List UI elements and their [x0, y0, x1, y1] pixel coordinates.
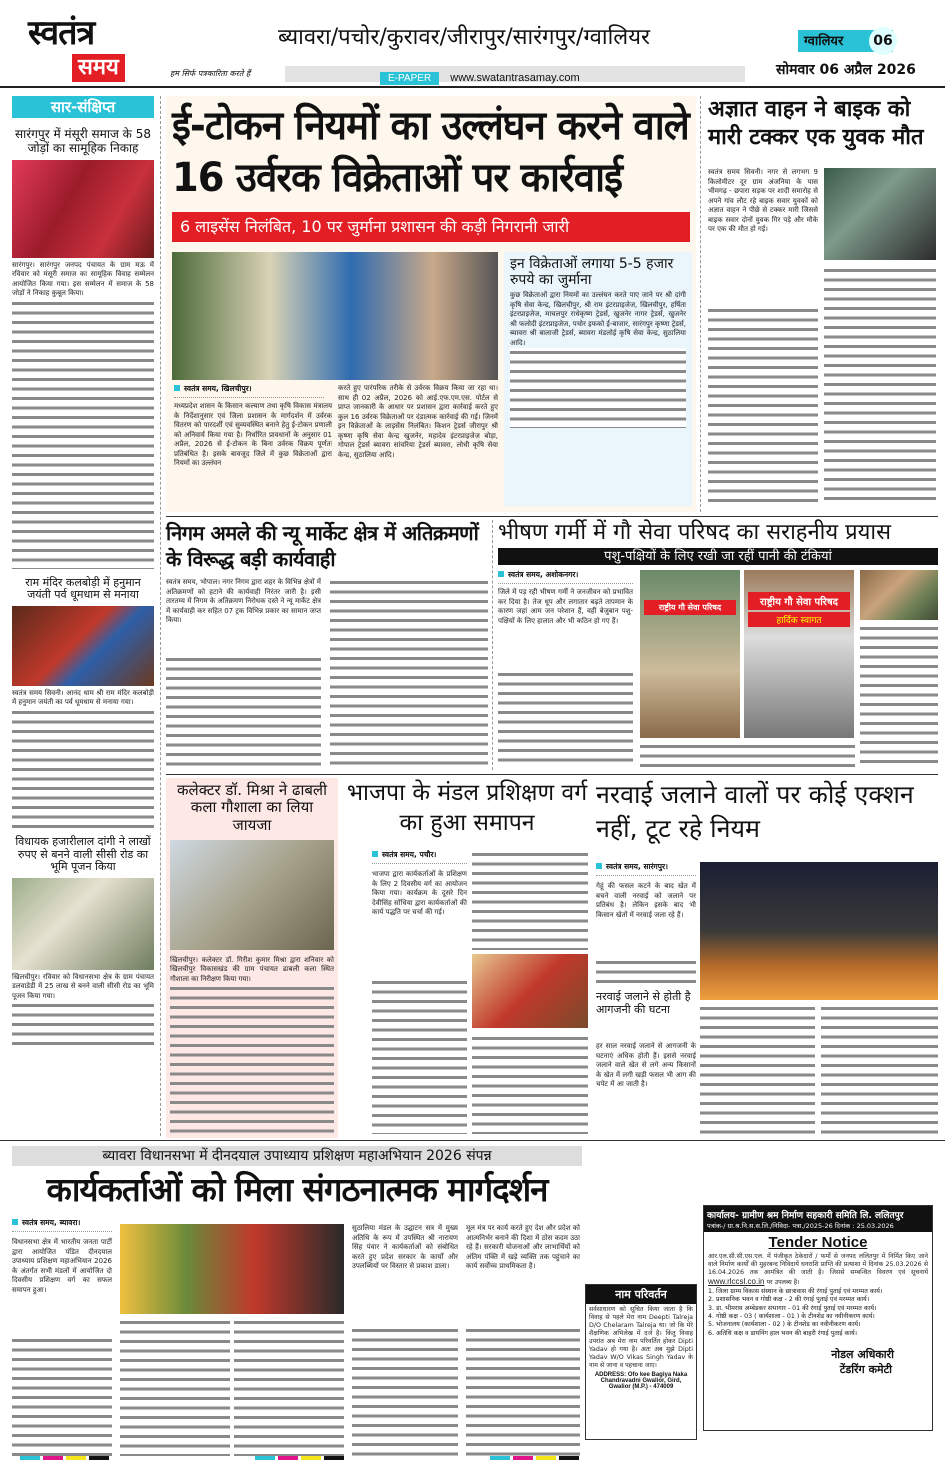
accident-photo — [824, 168, 936, 260]
gau-headline: भीषण गर्मी में गौ सेवा परिषद का सराहनीय प्रयास — [498, 520, 891, 545]
bjp-text: भाजपा द्वारा कार्यकर्ताओं के प्रशिक्षण के लिए 2 दिवसीय वर्ग का आयोजन किया गया। कार्यक्रम के दूसरे दिन देवीसिंह सोंधिया द्वारा कार्यकर्ताओं की कार्य पद्धति पर चर्चा की गई। — [372, 870, 467, 916]
tender-item: 3. डा. भीमराव अम्बेडकर सभागार - 01 की रंगाई पुताई एवं मरम्मत कार्य। — [708, 1304, 877, 1312]
page-number: 06 — [869, 27, 897, 55]
bjp-story — [344, 778, 590, 1138]
tender-item: 4. गोष्ठी कक्ष - 03 ( कार्यशाला - 01 ) के टीनशेड का नवीनीकरण कार्य। — [708, 1313, 875, 1321]
box-title: इन विक्रेताओं लगाया 5-5 हजार रुपये का जुर्माना — [510, 256, 674, 289]
byline: स्वतंत्र समय, अशोकनगर। — [498, 570, 633, 584]
byline: स्वतंत्र समय, ब्यावरा। — [12, 1218, 112, 1232]
tender-committee: टेंडरिंग कमेटी — [839, 1363, 892, 1377]
gaushala-photo — [170, 840, 334, 950]
lead-story — [166, 96, 696, 512]
bhoomi-pujan-photo — [12, 878, 154, 970]
tender-intro: आर.एल.सी.सी.एस.एल. में पंजीकृत ठेकेदारों / फर्मों से जनपद ललितपुर में निर्मित किए जाने वाले निर्माण कार्यों की मुहरबन्द निविदायें धनराशि प्राप्ति की प्रत्याशा में दिनांक 25.03.2026 से 16.04.2026 तक आमंत्रित की जाती है। जिससे सम्बन्धित विवरण एवं सूचनायें — [708, 1253, 928, 1277]
epaper-label: E-PAPER — [380, 72, 439, 85]
collector-headline: कलेक्टर डॉ. मिश्रा ने ढाबली कला गौशाला का लिया जायजा — [177, 781, 327, 834]
tender-reference: पत्रांक-/ ग्रा.श्र.नि.स.स.लि./निविदा- पत्रा./2025-26 दिनांक : 25.03.2026 — [707, 1222, 894, 1230]
tender-office — [704, 1206, 932, 1232]
fertilizer-photo — [172, 252, 498, 380]
bottom-story — [12, 1146, 582, 1462]
temple-photo — [12, 606, 154, 686]
narwai-subtitle: नरवाई जलाने से होती है आगजनी की घटना — [596, 990, 691, 1016]
banner-text: राष्ट्रीय गौ सेवा परिषद — [748, 592, 850, 610]
tender-item: 6. अतिथि कक्ष व डायनिंग हाल भवन की बाहरी रंगाई पुताई कार्य। — [708, 1329, 858, 1337]
gau-photo-2 — [744, 570, 854, 738]
training-photo — [120, 1224, 344, 1314]
tender-item: 2. प्रशासनिक भवन व गोष्ठी कक्ष - 2 की रंगाई पुताई एवं मरम्मत कार्य। — [708, 1296, 870, 1304]
byline: स्वतंत्र समय, सारंगपुर। — [596, 862, 696, 876]
bottom-text-2: सुठालिया मंडल के उद्घाटन सत्र में मुख्य अतिथि के रूप में उपस्थित श्री नारायण सिंह पंवार ने कार्यकर्ताओं को संबोधित करते हुए प्रदेश सरकार के कार्यों और उपलब्धियों पर विस्तार से प्रकाश डाला। — [352, 1224, 458, 1270]
epaper-strip — [285, 66, 745, 82]
tender-website-link[interactable]: www.rlccsl.co.in — [708, 1276, 765, 1286]
news-text: स्वतंत्र समय सिवनी। आनंद धाम श्री राम मंदिर कलबोड़ी में हनुमान जयंती का पर्व धूमधाम से मनाया गया। — [12, 688, 154, 707]
narwai-text: गेहूं की फसल कटने के बाद खेत में बचने वाली नरवाई को जलाने पर प्रतिबंध है। लेकिन इसके बाद भी किसान खेतों में नरवाई जला रहे हैं। — [596, 882, 696, 919]
tender-title: Tender Notice — [768, 1234, 868, 1251]
bottom-text-1: विधानसभा क्षेत्र में भारतीय जनता पार्टी द्वारा आयोजित पंडित दीनदयाल उपाध्याय प्रशिक्षण महाअभियान 2026 के अंतर्गत सभी मंडलों में आयोजित दो दिवसीय प्रशिक्षण वर्ग का सफल समापन हुआ। — [12, 1238, 112, 1294]
lead-body-col1: मध्यप्रदेश शासन के किसान कल्याण तथा कृषि विकास मंत्रालय के निर्देशानुसार एवं जिला प्रशासन के मार्गदर्शन में उर्वरक वितरण को पारदर्शी एवं सुव्यवस्थित बनाने हेतु ई-टोकन प्रणाली को अनिवार्य किया गया है। निर्धारित प्रावधानों के अनुसार 01 अप्रैल, 2026 से ई-टोकन के बिना उर्वरक विक्रय पूर्णतः प्रतिबंधित है। इसके बावजूद जिले में कुछ विक्रेताओं द्वारा नियमों का उल्लंघन — [174, 402, 332, 467]
box-text: कुछ विक्रेताओं द्वारा नियमों का उल्लंघन करते पाए जाने पर श्री दांगी कृषि सेवा केन्द्र, खिलचीपुर, श्री राम इंटरप्राइजेज, खिलचीपुर, हर्षिता इंटरप्राइजेज, माचलपुर राधेकृष्ण ट्रेडर्स, खुजनेर नागर ट्रेडर्स, खुजनेर श्री फलोदी इंटरप्राइजेज, पचोर इफको ई-बाजार, सारंगपुर कृष्णा ट्रेडर्स, ब्यावरा श्री बालाजी ट्रेडर्स, ब्यावरा मंडलोई कृषि सेवा केन्द्र, सुठालिया आदि। — [510, 291, 686, 347]
bjp-photo — [472, 954, 588, 1028]
gau-text: जिले में पड़ रही भीषण गर्मी ने जनजीवन को प्रभावित कर दिया है। तेज धूप और लगातार बढ़ते तापमान के कारण जहां आम जन परेशान हैं, वहीं बेजुबान पशु-पक्षियों के लिए हालात और भी कठिन हो गए हैं। — [498, 588, 633, 625]
narwai-story — [596, 778, 938, 1138]
nigam-text: स्वतंत्र समय, भोपाल। नगर निगम द्वारा शहर के विभिन्न क्षेत्रों में अतिक्रमणों को हटाने की कार्यवाही निरंतर जारी है। इसी तारतम्य में निगम के अतिक्रमण निरोधक दस्ते ने न्यू मार्केट क्षेत्र में कार्यवाही कर सहित 07 ट्रक विभिन्न प्रकार का सामान जप्त किया। — [166, 578, 321, 624]
tender-office-name: कार्यालय- ग्रामीण श्रम निर्माण सहकारी समिति लि. ललितपुर — [707, 1211, 904, 1221]
left-column — [12, 96, 154, 1136]
lead-body-col2: करते हुए पारंपरिक तरीके से उर्वरक विक्रय किया जा रहा था। साथ ही 02 अप्रैल, 2026 को आई.एफ.एम.एस. पोर्टल से प्राप्त जानकारी के आधार पर प्रशासन द्वारा कार्रवाई करते हुए कुल 16 उर्वरक विक्रेताओं पर दंडात्मक कार्रवाई की गई। जिनमें इन विक्रेताओं के लाइसेंस निलंबित। किशन ट्रेडर्स जीरापुर श्री कृष्णा कृषि सेवा केन्द्र खुजनेर, महादेव इंटरप्राइजेज बोड़ा, गोपाल ट्रेडर्स ब्यावरा सांवरिया ट्रेडर्स ब्यावरा, लोधी कृषि सेवा केन्द्र, सुठालिया आदि। — [338, 384, 498, 459]
stubble-fire-photo — [700, 862, 938, 1000]
gau-subhead: पशु-पक्षियों के लिए रखी जा रहीं पानी की टंकियां — [498, 548, 938, 565]
name-change-address: ADDRESS: Ofo kee Bagiya Naka Chandravadni Gwalior, Gird, Gwalior (M.P.) - 474009 — [594, 1372, 688, 1390]
nigam-headline: निगम अमले की न्यू मार्केट क्षेत्र में अतिक्रमणों के विरूद्ध बड़ी कार्यवाही — [166, 521, 479, 571]
name-change-notice — [585, 1284, 697, 1440]
logo-bottom: समय — [72, 54, 125, 82]
lead-subhead: 6 लाइसेंस निलंबित, 10 पर जुर्माना प्रशासन की कड़ी निगरानी जारी — [172, 212, 690, 242]
news-title: विधायक हजारीलाल दांगी ने लाखों रुपए से बनने वाली सीसी रोड का भूमि पूजन किया — [15, 834, 151, 874]
banner-sub: हार्दिक स्वागत — [748, 612, 850, 627]
news-text: खिलचीपुर। रविवार को विधानसभा क्षेत्र के ग्राम पंचायत डलवाडेडी में 25 लाख से बनने वाली सीसी रोड का भूमि पूजन किया गया। — [12, 972, 154, 1000]
news-text: सारंगपुर। सारंगपुर जनपद पंचायत के ग्राम मऊ में रविवार को मंसूरी समाज का सामूहिक विवाह सम्मेलन आयोजित किया गया। इस सम्मेलन में समाज के 58 जोड़ों ने निकाह कुबूल किया। — [12, 260, 154, 298]
tender-item: 1. जिला ग्राम्य विकास संस्थान के छात्रावास की रंगाई पुताई एवं मरम्मत कार्य। — [708, 1287, 883, 1295]
edition-name: ग्वालियर — [804, 34, 844, 49]
nigam-story — [166, 520, 488, 770]
section-header: सार-संक्षिप्त — [12, 96, 154, 118]
bottom-headline: कार्यकर्ताओं को मिला संगठनात्मक मार्गदर्शन — [46, 1170, 548, 1209]
bjp-headline: भाजपा के मंडल प्रशिक्षण वर्ग का हुआ समापन — [346, 780, 588, 836]
tagline: हम सिर्फ पत्रकारिता करते हैं — [170, 69, 251, 78]
tender-notice — [703, 1205, 933, 1431]
tender-intro-end: पर उपलब्ध है। — [766, 1278, 800, 1286]
collector-text: खिलचीपुर। कलेक्टर डॉ. गिरीश कुमार मिश्रा द्वारा शनिवार को खिलचीपुर विकासखंड की ग्राम पंचायत ढाबली कला स्थित गौशाला का निरीक्षण किया गया। — [170, 955, 334, 983]
accident-headline: अज्ञात वाहन ने बाइक को मारी टक्कर एक युवक मौत — [708, 97, 924, 150]
masthead — [0, 0, 945, 88]
bottom-text-3: मूल मंत्र पर कार्य करते हुए देश और प्रदेश को आत्मनिर्भर बनाने की दिशा में ठोस कदम उठा रहे हैं। सरकारी योजनाओं और लाभार्थियों को अंतिम पंक्ति में खड़े व्यक्ति तक पहुंचाने का कार्य सर्वोच्च प्राथमिकता है। — [466, 1224, 580, 1270]
wedding-photo — [12, 160, 154, 258]
bottom-kicker: ब्यावरा विधानसभा में दीनदयाल उपाध्याय प्रशिक्षण महाअभियान 2026 संपन्न — [12, 1146, 582, 1166]
gau-photo-3 — [860, 570, 938, 620]
color-registration-marks — [20, 1456, 925, 1460]
name-change-text: सर्वसाधारण को सूचित किया जाता है कि विवाह से पहले मेरा नाम Deepti Talreja D/O Chelaram Talreja था। जो कि मेरे शैक्षणिक अभिलेख में दर्ज है। किंतु विवाह उपरांत अब मेरा नाम परिवर्तित होकर Dipti Yadav हो गया है। अतः अब मुझे Dipti Yadav W/O Vikas Singh Yadav के नाम से जाना व पहचाना जाए। — [589, 1306, 693, 1369]
banner-text: राष्ट्रीय गौ सेवा परिषद — [644, 600, 736, 615]
collector-story — [166, 778, 338, 1138]
gau-photo-1 — [640, 570, 740, 738]
narwai-subtext: हर साल नरवाई जलाने से आगजनी के घटनाएं अधिक होती हैं। इससे नरवाई जलाने वाले खेत से लगे अन्य किसानों के खेत में लगी खड़ी फसल भी आग की चपेट में आ जाती है। — [596, 1042, 696, 1088]
logo-top: स्वतंत्र — [28, 13, 95, 53]
tender-item: 5. भोजनालय (कार्यशाला - 02 ) के टीनशेड का नवीनीकरण कार्य। — [708, 1321, 861, 1329]
penalty-box — [504, 252, 692, 506]
byline: स्वतंत्र समय, पचौर। — [372, 850, 467, 864]
date: सोमवार 06 अप्रैल 2026 — [776, 62, 916, 78]
tender-signatory: नोडल अधिकारी — [831, 1348, 894, 1362]
news-title: सारंगपुर में मंसूरी समाज के 58 जोड़ों का सामूहिक निकाह — [15, 127, 151, 155]
narwai-headline: नरवाई जलाने वालों पर कोई एक्शन नहीं, टूट रहे नियम — [596, 780, 914, 843]
accident-story — [708, 96, 936, 512]
accident-text: स्वतंत्र समय सिवनी। नगर से लगभग 9 किलोमीटर दूर ग्राम अंजनिया के पास भीमगढ़ - छपारा सड़क पर शादी समारोह से अपने गांव लौट रहे बाइक सवार युवकों को अज्ञात वाहन ने पीछे से टक्कर मारी जिससे बाइक सवार दोनों युवक गिर पड़े और मौके पर एक की मौत हो गई। — [708, 168, 818, 233]
news-title: राम मंदिर कलबोड़ी में हनुमान जयंती पर्व धूमधाम से मनाया — [25, 575, 141, 602]
cities: ब्यावरा/पचोर/कुरावर/जीरापुर/सारंगपुर/ग्वालियर — [278, 25, 650, 50]
website-link[interactable]: www.swatantrasamay.com — [450, 72, 580, 84]
lead-headline: ई-टोकन नियमों का उल्लंघन करने वाले 16 उर्वरक विक्रेताओं पर कार्रवाई — [172, 103, 689, 201]
name-change-title: नाम परिवर्तन — [586, 1285, 696, 1304]
gau-seva-story — [498, 520, 938, 770]
byline: स्वतंत्र समय, खिलचीपुर। — [174, 384, 324, 398]
edition-badge — [798, 30, 893, 52]
